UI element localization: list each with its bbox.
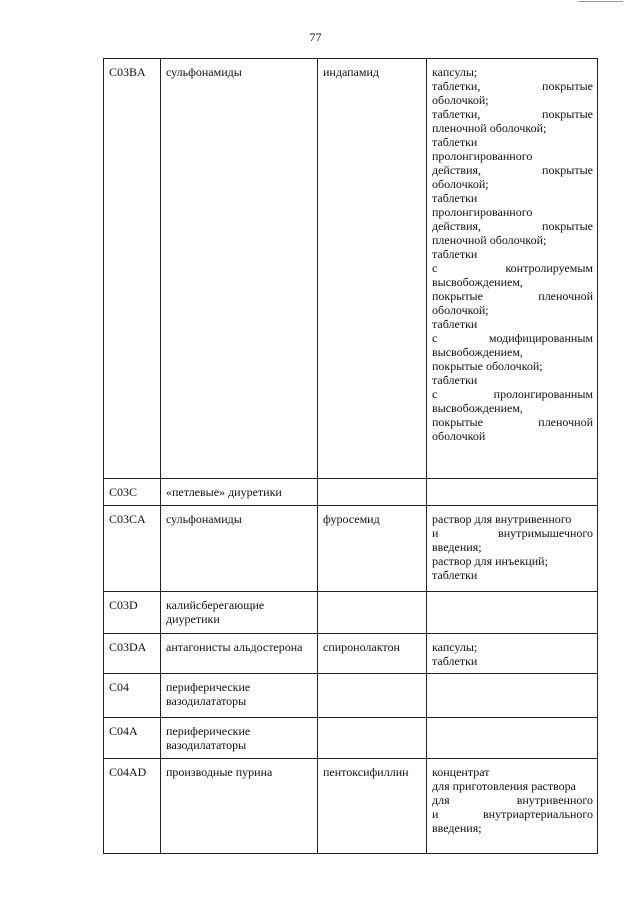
- dosage-form-line: для приготовления раствора: [432, 779, 576, 793]
- group-name-line: вазодилататоры: [166, 694, 247, 708]
- atc-code-cell: C03DA: [104, 634, 161, 674]
- drug-name-cell: пентоксифиллин: [318, 759, 427, 854]
- dosage-forms-cell: [427, 634, 598, 674]
- dosage-form-line: высвобождением,: [432, 345, 523, 359]
- dosage-form-word: пролонгированным: [493, 387, 593, 401]
- dosage-form-line: [432, 807, 593, 821]
- dosage-form-line: капсулы;: [432, 65, 478, 79]
- dosage-form-line: оболочкой;: [432, 93, 489, 107]
- atc-code-cell: C04A: [104, 718, 161, 759]
- dosage-form-line: [432, 331, 593, 345]
- group-name-cell: «петлевые» диуретики: [161, 479, 318, 506]
- atc-drug-table: [103, 58, 598, 854]
- dosage-form-word: покрытые: [542, 163, 593, 177]
- dosage-form-word: для: [432, 793, 450, 807]
- dosage-form-line: концентрат: [432, 765, 490, 779]
- group-name-line: калийсберегающие: [166, 598, 265, 612]
- dosage-form-word: внутримышечного: [498, 526, 593, 540]
- dosage-form-line: оболочкой;: [432, 303, 489, 317]
- dosage-form-word: с: [432, 261, 438, 275]
- atc-code-cell: C04AD: [104, 759, 161, 854]
- table-row: [104, 634, 598, 674]
- group-name-cell: [161, 674, 318, 718]
- dosage-form-word: контролируемым: [505, 261, 593, 275]
- dosage-form-line: капсулы;: [432, 640, 478, 654]
- dosage-form-word: покрытые: [542, 107, 593, 121]
- dosage-form-word: с: [432, 331, 438, 345]
- drug-name-cell: спиронолактон: [318, 634, 427, 674]
- atc-code-cell: C03BA: [104, 59, 161, 479]
- table-row: [104, 674, 598, 718]
- dosage-form-word: действия,: [432, 163, 482, 177]
- group-name-cell: производные пурина: [161, 759, 318, 854]
- table-row: [104, 479, 598, 506]
- group-name-cell: [161, 592, 318, 634]
- group-name-cell: [161, 718, 318, 759]
- dosage-form-word: с: [432, 387, 438, 401]
- dosage-form-line: таблетки: [432, 654, 478, 668]
- drug-name-cell: индапамид: [318, 59, 427, 479]
- group-name-cell: сульфонамиды: [161, 506, 318, 592]
- dosage-form-line: [432, 163, 593, 177]
- group-name-cell: антагонисты альдостерона: [161, 634, 318, 674]
- table-row: [104, 592, 598, 634]
- dosage-form-line: таблетки: [432, 191, 478, 205]
- dosage-form-word: модифицированным: [488, 331, 593, 345]
- dosage-forms-cell: [427, 674, 598, 718]
- dosage-form-word: и: [432, 807, 439, 821]
- table-row: [104, 718, 598, 759]
- dosage-form-line: оболочкой: [432, 429, 486, 443]
- dosage-form-line: таблетки: [432, 317, 478, 331]
- page-number: 77: [309, 30, 322, 44]
- group-name-line: диуретики: [166, 612, 220, 626]
- group-name-line: периферические: [166, 680, 251, 694]
- dosage-form-word: покрытые: [432, 415, 483, 429]
- dosage-form-line: высвобождением,: [432, 275, 523, 289]
- dosage-form-line: [432, 261, 593, 275]
- dosage-forms-cell: [427, 506, 598, 592]
- group-name-line: вазодилататоры: [166, 738, 247, 752]
- atc-code-cell: C04: [104, 674, 161, 718]
- dosage-form-line: таблетки: [432, 373, 478, 387]
- table-row: [104, 759, 598, 854]
- dosage-form-line: таблетки: [432, 247, 478, 261]
- group-name-cell: сульфонамиды: [161, 59, 318, 479]
- dosage-forms-cell: [427, 59, 598, 479]
- dosage-form-line: высвобождением,: [432, 401, 523, 415]
- dosage-form-word: и: [432, 526, 439, 540]
- dosage-form-line: покрытые оболочкой;: [432, 359, 543, 373]
- dosage-form-word: покрытые: [542, 79, 593, 93]
- table-row: [104, 59, 598, 479]
- dosage-form-line: пролонгированного: [432, 149, 533, 163]
- dosage-form-word: пленочной: [538, 415, 593, 429]
- drug-name-cell: фуросемид: [318, 506, 427, 592]
- group-name-line: периферические: [166, 724, 251, 738]
- dosage-form-line: [432, 793, 593, 807]
- dosage-form-line: пленочной оболочкой;: [432, 121, 547, 135]
- dosage-form-word: действия,: [432, 219, 482, 233]
- table-row: [104, 506, 598, 592]
- dosage-form-word: покрытые: [542, 219, 593, 233]
- drug-name-cell: [318, 479, 427, 506]
- top-edge-mark: [578, 1, 623, 2]
- atc-code-cell: C03CA: [104, 506, 161, 592]
- dosage-form-line: [432, 219, 593, 233]
- dosage-form-word: пленочной: [538, 289, 593, 303]
- drug-name-cell: [318, 674, 427, 718]
- dosage-form-line: раствор для внутривенного: [432, 512, 572, 526]
- dosage-form-word: таблетки,: [432, 79, 481, 93]
- dosage-form-line: [432, 387, 593, 401]
- drug-name-cell: [318, 592, 427, 634]
- atc-code-cell: C03D: [104, 592, 161, 634]
- dosage-form-line: [432, 415, 593, 429]
- dosage-form-word: внутривенного: [516, 793, 593, 807]
- drug-name-cell: [318, 718, 427, 759]
- dosage-forms-cell: [427, 592, 598, 634]
- dosage-form-line: [432, 526, 593, 540]
- dosage-form-word: таблетки,: [432, 107, 481, 121]
- dosage-form-line: пролонгированного: [432, 205, 533, 219]
- dosage-form-line: введения;: [432, 821, 482, 835]
- dosage-form-line: [432, 79, 593, 93]
- dosage-form-line: введения;: [432, 540, 482, 554]
- dosage-form-word: покрытые: [432, 289, 483, 303]
- dosage-form-line: таблетки: [432, 568, 478, 582]
- dosage-form-line: таблетки: [432, 135, 478, 149]
- dosage-form-word: внутриартериального: [483, 807, 593, 821]
- atc-code-cell: C03C: [104, 479, 161, 506]
- dosage-form-line: [432, 107, 593, 121]
- dosage-form-line: раствор для инъекций;: [432, 554, 548, 568]
- dosage-forms-cell: [427, 759, 598, 854]
- dosage-forms-cell: [427, 718, 598, 759]
- dosage-form-line: оболочкой;: [432, 177, 489, 191]
- dosage-form-line: [432, 289, 593, 303]
- dosage-form-line: пленочной оболочкой;: [432, 233, 547, 247]
- dosage-forms-cell: [427, 479, 598, 506]
